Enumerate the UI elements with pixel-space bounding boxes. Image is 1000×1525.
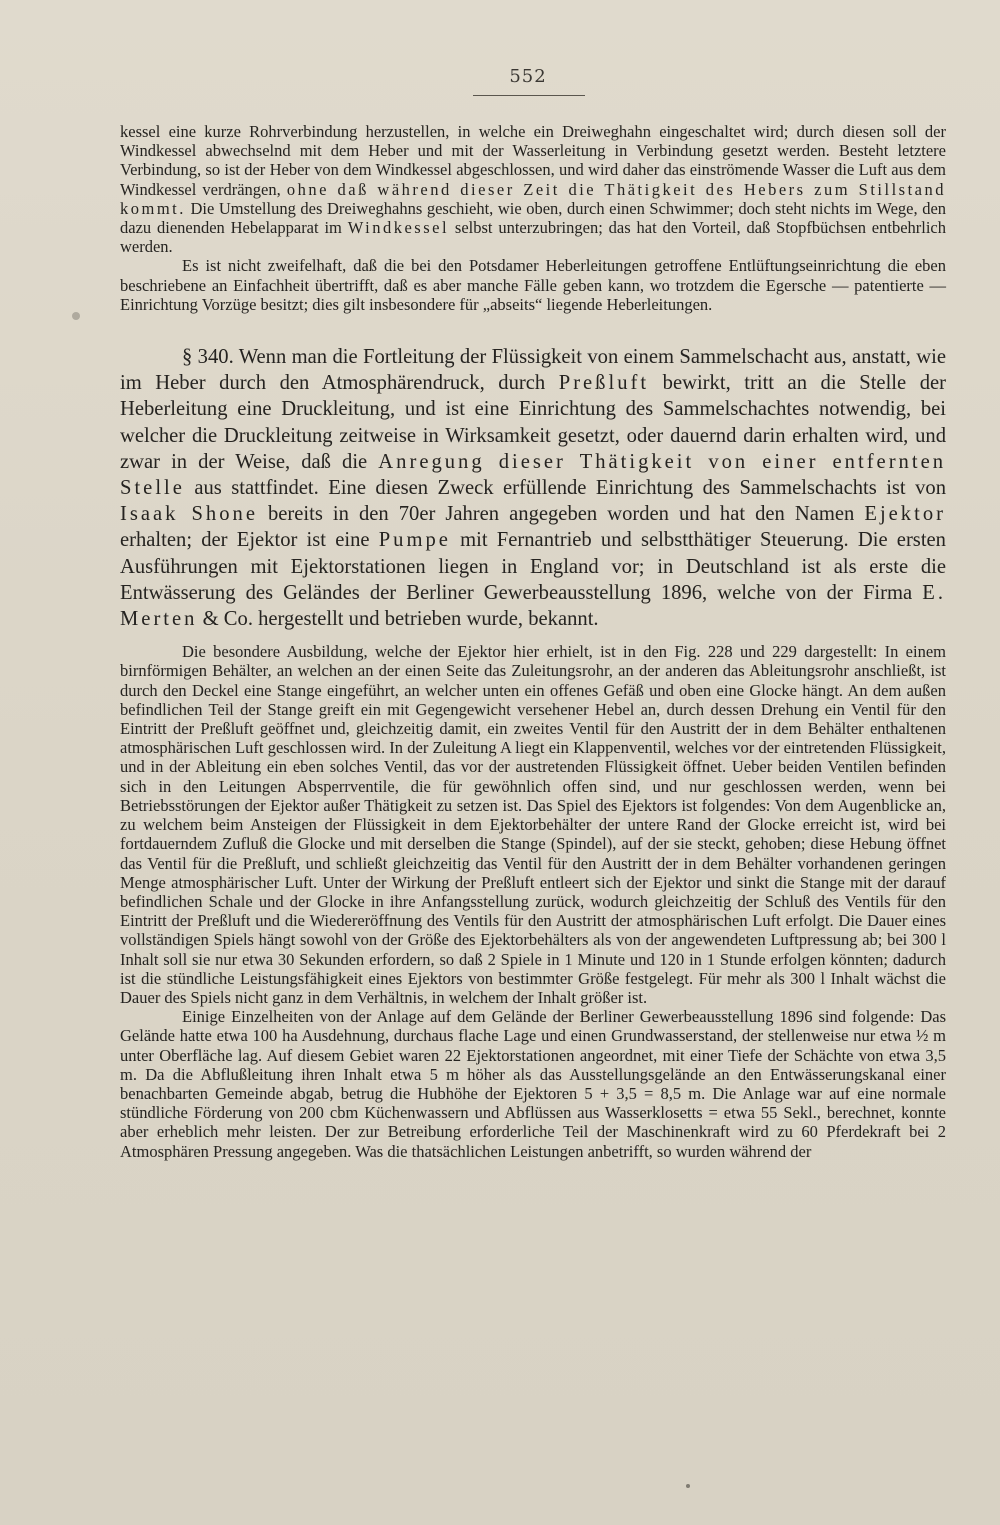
ink-smudge <box>72 312 80 320</box>
sect-spaced-shone: Isaak Shone <box>120 503 258 526</box>
sect-spaced-merten: E. Merten <box>120 581 946 631</box>
paragraph-potsdam: Es ist nicht zweifelhaft, daß die bei den Potsdamer Heberleitungen getroffene Entlüftungseinrichtung die eben beschriebene an Einfachheit übertrifft, daß es aber manche Fälle geben kann, wo trotzdem die Egersche — patentierte — Einrichtung Vorzüge besitzt; dies gilt insbesondere für „abseits“ liegende Heberleitungen. <box>120 256 946 314</box>
section-340 <box>120 344 946 632</box>
ink-dot <box>686 1484 690 1488</box>
sect-text-7: & Co. hergestellt und betrieben wurde, bekannt. <box>202 608 599 631</box>
windkessel-text-2a: Die Umstellung des Dreiweghahns geschieht, wie oben, durch einen Schwimmer; doch steht nichts im Wege, den dazu dienenden Hebelapparat im <box>120 198 947 238</box>
sect-spaced-pumpe: Pumpe <box>378 529 451 552</box>
sect-spaced-pressluft: Preßluft <box>558 372 650 395</box>
section-number: § 340. <box>182 346 234 369</box>
paragraph-windkessel <box>120 122 946 256</box>
sect-text-4: bereits in den 70er Jahren angegeben worden und hat den Namen <box>268 503 855 526</box>
windkessel-text-2b: selbst unterzubringen; das hat den Vorteil, daß Stopfbüchsen entbehrlich werden. <box>120 218 947 257</box>
page-body <box>120 122 946 1161</box>
paragraph-ejektor-ausbildung: Die besondere Ausbildung, welche der Ejektor hier erhielt, ist in den Fig. 228 und 229 dargestellt: In einem birnförmigen Behälter, an welchen an der einen Seite das Zuleitungsrohr, an der anderen das Ableitungsrohr anschließt, ist durch den Deckel eine Stange eingeführt, an welcher unten ein offenes Gefäß und oben eine Glocke hängt. An dem außen befindlichen Teil der Stange greift ein mit Gegengewicht versehener Hebel an, durch dessen Drehung ein Ventil für den Eintritt der Preßluft geöffnet und, gleichzeitig damit, ein zweites Ventil für den Austritt der in dem Behälter enthaltenen atmosphärischen Luft geschlossen wird. In der Zuleitung A liegt ein Klappenventil, welches vor der eintretenden Flüssigkeit, und in der Ableitung ein eben solches Ventil, das vor der austretenden Flüssigkeit öffnet. Ueber beiden Ventilen befinden sich in den Leitungen Absperrventile, die für gewöhnlich offen sind, und nur geschlossen werden, wenn bei Betriebsstörungen der Ejektor außer Thätigkeit zu setzen ist. Das Spiel des Ejektors ist folgendes: Von dem Augenblicke an, zu welchem beim Ansteigen der Flüssigkeit in dem Ejektorbehälter der untere Rand der Glocke erreicht ist, wird bei fortdauerndem Zufluß die Glocke und mit derselben die Stange (Spindel), auf der sie steckt, gehoben; diese Hebung öffnet das Ventil für die Preßluft, und schließt gleichzeitig das Ventil für den Austritt der in dem Behälter vorhandenen geringen Menge atmosphärischer Luft. Unter der Wirkung der Preßluft entleert sich der Ejektor und sinkt die Stange mit der darauf befindlichen Schale und der Glocke in ihre Anfangsstellung zurück, wodurch gleichzeitig der Schluß des Ventils für den Eintritt der Preßluft und die Wiedereröffnung des Ventils für den Austritt der atmosphärischen Luft erfolgt. Die Dauer eines vollständigen Spiels hängt sowohl von der Größe des Ejektorbehälters als von der angewendeten Luftpressung ab; bei 300 l Inhalt soll sie nur etwa 30 Sekunden erfordern, so daß 2 Spiele in 1 Minute und 120 in 1 Stunde erfolgen könnten; dadurch ist die stündliche Leistungsfähigkeit eines Ejektors von bestimmter Größe festgelegt. Für mehr als 300 l Inhalt wächst die Dauer des Spiels nicht ganz in dem Verhältnis, in welchem der Inhalt größer ist. <box>120 642 946 1007</box>
ejektor-section <box>120 642 946 1160</box>
sect-text-1: Wenn man die Fortleitung der Flüssigkeit von einem Sammelschacht aus, anstatt, wie im Heber durch den Atmosphärendruck, durch <box>120 346 946 395</box>
page-number-rule <box>473 95 585 96</box>
page-number: 552 <box>509 66 547 87</box>
sect-spaced-ejektor: Ejektor <box>864 503 946 526</box>
paragraph-section-340 <box>120 344 946 632</box>
windkessel-spaced-word: Windkessel <box>347 218 450 238</box>
windkessel-spaced-sentence: ohne daß während dieser Zeit die Thätigkeit des Hebers zum Stillstand kommt. <box>120 179 947 218</box>
sect-text-6: mit Fernantrieb und selbstthätiger Steuerung. Die ersten Ausführungen mit Ejektorstationen liegen in England vor; in Deutschland ist als erste die Entwässerung des Geländes der Berliner Gewerbeausstellung 1896, welche von der Firma <box>120 529 946 604</box>
windkessel-text-1: kessel eine kurze Rohrverbindung herzustellen, in welche ein Dreiweghahn eingeschaltet wird; durch diesen soll der Windkessel abwechselnd mit dem Heber und mit der Wasserleitung in Verbindung gesetzt werden. Besteht letztere Verbindung, so ist der Heber von dem Windkessel abgeschlossen, und wird daher das einströmende Wasser die Luft aus dem Windkessel verdrängen, <box>120 122 946 199</box>
sect-text-5: erhalten; der Ejektor ist eine <box>120 529 370 552</box>
sect-text-2: bewirkt, tritt an die Stelle der Heberleitung eine Druckleitung, und ist eine Einrichtung des Sammelschachtes notwendig, bei welcher die Druckleitung zeitweise in Wirksamkeit gesetzt, oder dauernd darin erhalten wird, und zwar in der Weise, daß die <box>120 372 947 473</box>
intro-section <box>120 122 946 314</box>
paragraph-einzelheiten: Einige Einzelheiten von der Anlage auf dem Gelände der Berliner Gewerbeausstellung 1896 sind folgende: Das Gelände hatte etwa 100 ha Ausdehnung, durchaus flache Lage und einen Grundwasserstand, der stellenweise nur etwa ½ m unter Oberfläche lag. Auf diesem Gebiet waren 22 Ejektorstationen angeordnet, mit einer Tiefe der Schächte von etwa 3,5 m. Da die Abflußleitung ihren Inhalt etwa 5 m höher als das Ausstellungsgelände an den Entwässerungskanal einer benachbarten Gemeinde abgab, betrug die Hubhöhe der Ejektoren 5 + 3,5 = 8,5 m. Die Anlage war auf eine normale stündliche Förderung von 200 cbm Küchenwassern und Abflüssen aus Wasserklosetts = etwa 55 Sekl., berechnet, konnte aber erheblich mehr leisten. Der zur Betreibung erforderliche Teil der Maschinenkraft wird zu 60 Pferdekraft bei 2 Atmosphären Pressung angegeben. Was die thatsächlichen Leistungen anbetrifft, so wurden während der <box>120 1007 946 1161</box>
sect-spaced-anregung: Anregung dieser Thätigkeit von einer entfernten Stelle <box>120 450 947 500</box>
sect-text-3: aus stattfindet. Eine diesen Zweck erfüllende Einrichtung des Sammelschachts ist von <box>194 477 947 500</box>
